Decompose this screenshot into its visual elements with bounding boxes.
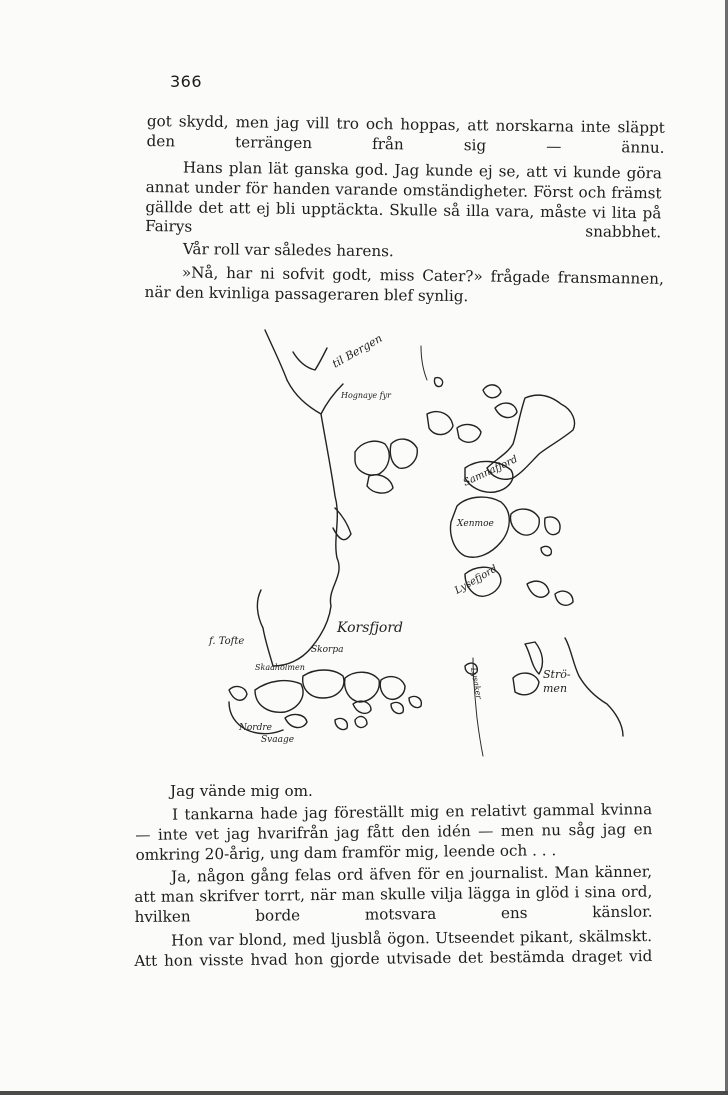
- map-labels: [208, 332, 571, 745]
- hand-drawn-map: [195, 318, 650, 768]
- paragraph-4: »Nå, har ni sofvit godt, miss Cater?» frågade fransmannen, när den kvinliga passageraren blef synlig.: [144, 263, 664, 306]
- map-label-skaaholm: Skaaholmen: [255, 663, 305, 672]
- page-bottom-edge: [0, 1091, 728, 1095]
- paragraph-8: Hon var blond, med ljusblå ögon. Utseendet pikant, skälmskt. Att hon visste hvad hon gjorde utvisade det bestämda draget vid: [134, 927, 653, 970]
- map-label-nordre: Nordre: [239, 723, 272, 733]
- coastline: [257, 330, 427, 666]
- map-label-fjord-1: Samnafjord: [461, 453, 520, 489]
- page-number: 366: [170, 72, 203, 91]
- paragraph-7: Ja, någon gång felas ord äfven för en journalist. Man känner, att man skrifver torrt, när man skulle vilja lägga in glöd i sina ord, hvilken borde motsvara ens känslor.: [134, 862, 653, 926]
- map-label-fjord-2: Lysefjord: [453, 563, 500, 597]
- map-label-skorpa: Skorpa: [311, 645, 344, 655]
- map-label-fyr: Hognaye fyr: [341, 391, 391, 400]
- paragraph-5: Jag vände mig om.: [170, 782, 313, 800]
- islands-southeast: [465, 638, 623, 756]
- map-label-xenmoe: Xenmoe: [457, 519, 494, 529]
- map-label-vertical: Lysaker: [469, 666, 484, 700]
- paragraph-1: got skydd, men jag vill tro och hoppas, att norskarna inte släppt den terrängen från sig — ännu.: [146, 112, 665, 157]
- islands-east: [451, 395, 575, 605]
- paragraph-2: Hans plan lät ganska god. Jag kunde ej se, att vi kunde göra annat under för handen varande omständigheter. Först och främst gällde det att ej bli upptäckta. Skulle så illa vara, måste vi lita på Fairys snabbhet.: [145, 158, 662, 242]
- map-label-korsfjord: Korsfjord: [337, 620, 403, 636]
- map-label-stro: Strö-: [543, 668, 571, 681]
- paragraph-3: Vår roll var således harens.: [182, 240, 394, 261]
- map-label-tofte: f. Tofte: [209, 636, 245, 647]
- paragraph-6: I tankarna hade jag föreställt mig en relativt gammal kvinna — inte vet jag hvarifrån jag fått den idén — men nu såg jag en omkring 20-årig, ung dam framför mig, leende och . . .: [135, 800, 653, 864]
- map-label-men: men: [543, 682, 568, 695]
- map-label-bergen: til Bergen: [330, 331, 385, 371]
- map-label-svaage: Svaage: [261, 735, 295, 745]
